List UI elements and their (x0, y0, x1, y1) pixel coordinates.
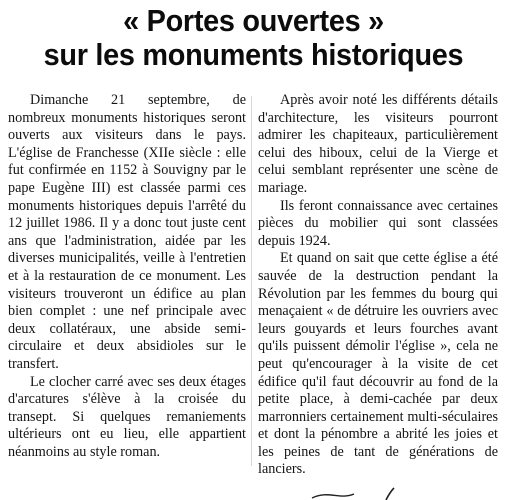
pen-stroke-2 (386, 488, 394, 500)
paragraph-right-1: Après avoir noté les différents détails d'architecture, les visiteurs pourront admirer les chapiteaux, particulièrement celui des hiboux, celui de la Vierge et celui semblant représenter une scène de mariage. (258, 92, 498, 196)
article-headline (18, 4, 490, 72)
right-column (258, 92, 498, 479)
left-column (8, 92, 246, 461)
column-divider (251, 96, 252, 466)
handwritten-mark (310, 486, 430, 500)
paragraph-left-1: Dimanche 21 septembre, de nombreux monuments historiques seront ouverts aux visiteurs dans le pays. L'église de Franchesse (XIIe siècle : elle fut confirmée en 1152 à Souvigny par le pape Eugène III) est classée parmi ces monuments historiques depuis l'arrêté du 12 juillet 1986. Il y a donc tout juste cent ans que l'administration, aidée par les diverses municipalités, veille à l'entretien et à la restauration de ce monument. Les visiteurs trouveront un édifice au plan bien complet : une nef principale avec deux collatéraux, une abside semicirculaire et deux absidioles sur le transfert. (8, 92, 246, 372)
headline-line-1: « Portes ouvertes » (123, 3, 384, 38)
headline-line-2: sur les monuments historiques (43, 37, 464, 72)
paragraph-left-2: Le clocher carré avec ses deux étages d'arcatures s'élève à la croisée du transept. Si quelques remaniements ultérieurs ont eu lieu, elle appartient néanmoins au style roman. (8, 373, 246, 460)
paragraph-right-2: Ils feront connaissance avec certaines pièces du mobilier qui sont classées depuis 1924. (258, 197, 498, 249)
pen-stroke-1 (312, 494, 354, 498)
paragraph-right-3: Et quand on sait que cette église a été sauvée de la destruction pendant la Révolution par les femmes du bourg qui menaçaient « de détruire les ouvriers avec leurs gouyards et leurs fourches avant qu'ils puissent démolir l'église », cela ne peut qu'encourager à la visite de cet édifice qu'il faut découvrir au fond de la petite place, à demi-cachée par deux marronniers certainement multi-séculaires et dont la pénombre a abrité les joies et les peines de tant de générations de lanciers. (258, 250, 498, 478)
